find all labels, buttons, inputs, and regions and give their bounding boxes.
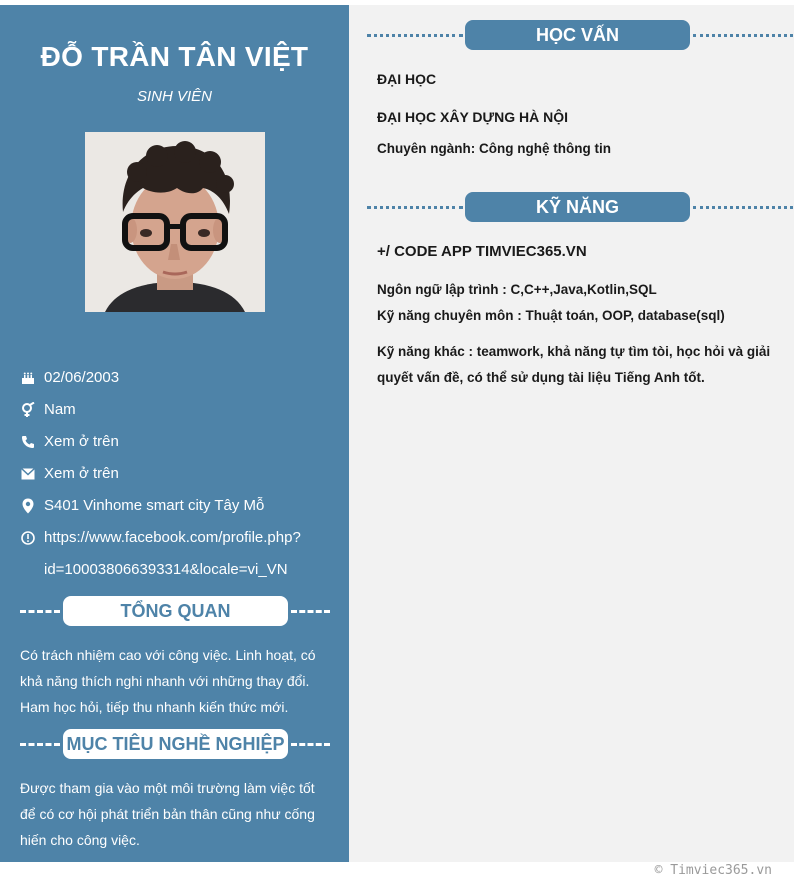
header-dotted-line	[693, 206, 793, 209]
email-row	[20, 458, 320, 490]
overview-line: Có trách nhiệm cao với công việc. Linh hoạt, có	[20, 647, 316, 663]
skills-other-line: quyết vấn đề, có thể sử dụng tài liệu Tiếng Anh tốt.	[377, 370, 705, 385]
website-row	[20, 522, 320, 586]
skills-professional: Kỹ năng chuyên môn : Thuật toán, OOP, database(sql)	[377, 308, 725, 323]
skills-section-header	[367, 192, 793, 222]
skills-other-line: Kỹ năng khác : teamwork, khả năng tự tìm tòi, học hỏi và giải	[377, 344, 771, 359]
objective-line: Được tham gia vào một môi trường làm việc tốt	[20, 780, 315, 796]
header-dashed-line	[20, 743, 60, 746]
address-row	[20, 490, 320, 522]
overview-line: khả năng thích nghi nhanh với những thay đổi.	[20, 673, 310, 689]
email-value: Xem ở trên	[44, 465, 119, 482]
objective-section-header	[20, 729, 330, 759]
overview-section-header	[20, 596, 330, 626]
candidate-name: ĐỖ TRẦN TÂN VIỆT	[40, 41, 309, 72]
birthday-value: 02/06/2003	[44, 369, 120, 386]
gender-row	[20, 394, 320, 426]
info-circle-icon	[20, 522, 36, 554]
website-line-1: https://www.facebook.com/profile.php?	[44, 529, 301, 546]
education-level: ĐẠI HỌC	[377, 71, 437, 87]
gender-value: Nam	[44, 401, 76, 418]
education-major: Chuyên ngành: Công nghệ thông tin	[377, 141, 611, 156]
phone-value: Xem ở trên	[44, 433, 119, 450]
objective-text	[20, 775, 330, 853]
header-dashed-line	[291, 610, 330, 613]
education-school: ĐẠI HỌC XÂY DỰNG HÀ NỘI	[377, 109, 569, 125]
header-dashed-line	[20, 610, 60, 613]
skills-headline: +/ CODE APP TIMVIEC365.VN	[377, 243, 587, 260]
birthday-cake-icon	[20, 362, 36, 394]
header-dotted-line	[367, 206, 463, 209]
candidate-role: SINH VIÊN	[136, 88, 212, 105]
website-line-2: id=100038066393314&locale=vi_VN	[44, 561, 288, 578]
location-pin-icon	[20, 490, 36, 522]
watermark: © Timviec365.vn	[654, 863, 772, 878]
envelope-icon	[20, 458, 36, 490]
website-value[interactable]	[44, 522, 301, 586]
education-section-header	[367, 20, 793, 50]
birthday-row	[20, 362, 320, 394]
skills-other	[377, 339, 777, 391]
address-value: S401 Vinhome smart city Tây Mỗ	[44, 497, 265, 514]
header-dashed-line	[291, 743, 330, 746]
header-dotted-line	[693, 34, 793, 37]
education-title: HỌC VẤN	[465, 20, 690, 50]
right-column	[349, 5, 794, 862]
objective-title: MỤC TIÊU NGHỀ NGHIỆP	[63, 729, 288, 759]
overview-title: TỔNG QUAN	[63, 596, 288, 626]
portrait-illustration	[85, 132, 265, 312]
header-dotted-line	[367, 34, 463, 37]
phone-row	[20, 426, 320, 458]
overview-text	[20, 642, 330, 720]
skills-languages: Ngôn ngữ lập trình : C,C++,Java,Kotlin,SQL	[377, 282, 657, 297]
gender-icon	[20, 394, 36, 426]
profile-photo	[85, 132, 265, 312]
objective-line: để có cơ hội phát triển bản thân cũng như cống	[20, 806, 315, 822]
overview-line: Ham học hỏi, tiếp thu nhanh kiến thức mới.	[20, 699, 289, 715]
objective-line: hiến cho công việc.	[20, 832, 140, 848]
phone-icon	[20, 426, 36, 458]
skills-title: KỸ NĂNG	[465, 192, 690, 222]
left-column	[0, 5, 349, 862]
